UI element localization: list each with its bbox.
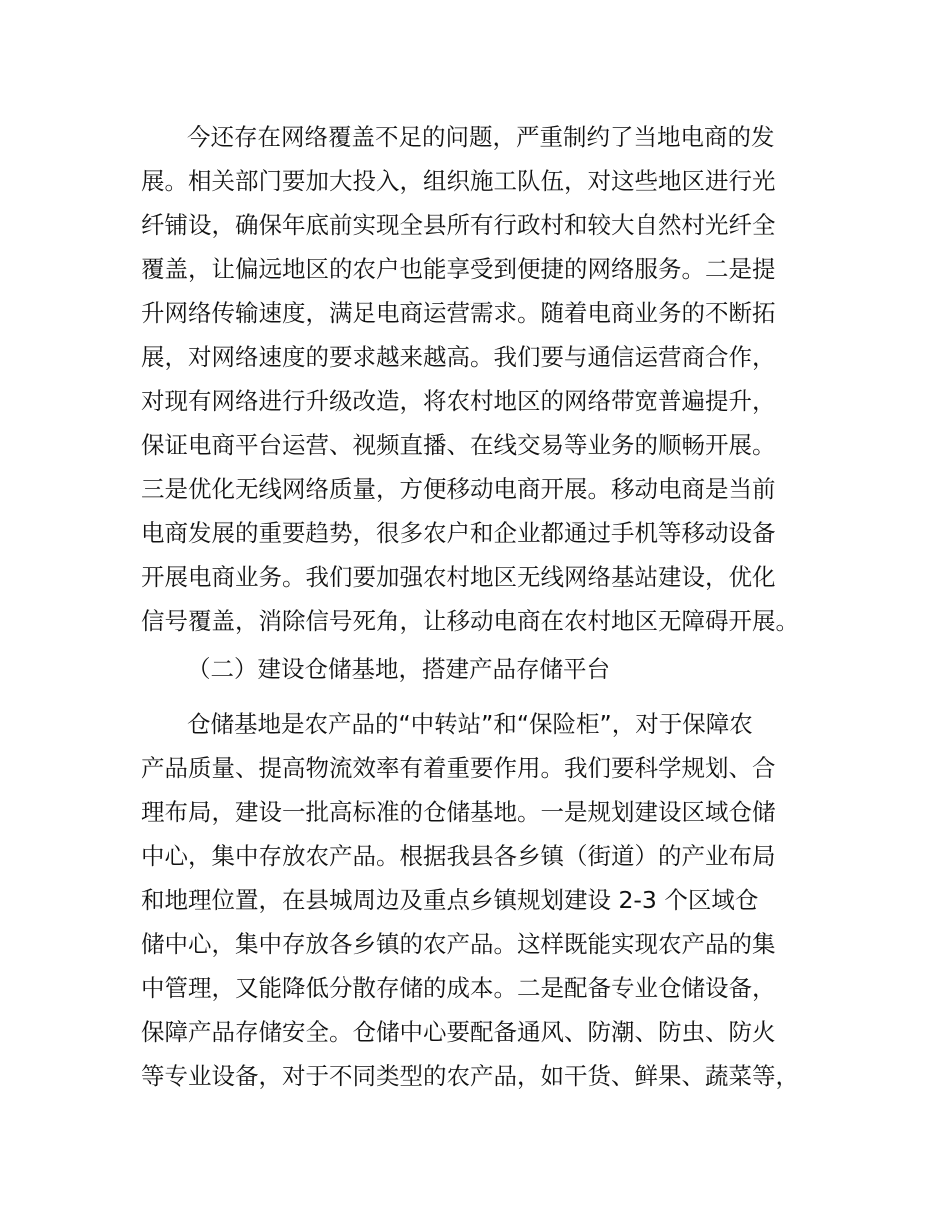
paragraph-1-line-10: 电商发展的重要趋势，很多农户和企业都通过手机等移动设备 (141, 519, 776, 547)
paragraph-1-line-11: 开展电商业务。我们要加强农村地区无线网络基站建设，优化 (141, 563, 776, 591)
paragraph-1-line-6: 展，对网络速度的要求越来越高。我们要与通信运营商合作， (141, 343, 776, 371)
paragraph-1-line-8: 保证电商平台运营、视频直播、在线交易等业务的顺畅开展。 (141, 431, 776, 459)
paragraph-1-line-2: 展。相关部门要加大投入，组织施工队伍，对这些地区进行光 (141, 167, 776, 195)
paragraph-2-line-3: 理布局，建设一批高标准的仓储基地。一是规划建设区域仓储 (141, 798, 776, 826)
paragraph-1-line-1: 今还存在网络覆盖不足的问题，严重制约了当地电商的发 (187, 123, 775, 151)
paragraph-1-line-12: 信号覆盖，消除信号死角，让移动电商在农村地区无障碍开展。 (141, 607, 799, 635)
paragraph-2-line-9: 等专业设备，对于不同类型的农产品，如干货、鲜果、蔬菜等， (141, 1062, 799, 1090)
paragraph-1-line-4: 覆盖，让偏远地区的农户也能享受到便捷的网络服务。二是提 (141, 255, 776, 283)
paragraph-1-line-3: 纤铺设，确保年底前实现全县所有行政村和较大自然村光纤全 (141, 211, 776, 239)
paragraph-1-line-7: 对现有网络进行升级改造，将农村地区的网络带宽普遍提升， (141, 387, 776, 415)
paragraph-2-line-1: 仓储基地是农产品的“中转站”和“保险柜”，对于保障农 (187, 710, 753, 738)
paragraph-1-line-9: 三是优化无线网络质量，方便移动电商开展。移动电商是当前 (141, 475, 776, 503)
paragraph-2-line-6: 储中心，集中存放各乡镇的农产品。这样既能实现农产品的集 (141, 930, 776, 958)
paragraph-2-line-7: 中管理，又能降低分散存储的成本。二是配备专业仓储设备， (141, 974, 776, 1002)
paragraph-1-line-5: 升网络传输速度，满足电商运营需求。随着电商业务的不断拓 (141, 299, 776, 327)
paragraph-2-line-5: 和地理位置，在县城周边及重点乡镇规划建设 2-3 个区域仓 (141, 886, 759, 914)
paragraph-2-line-8: 保障产品存储安全。仓储中心要配备通风、防潮、防虫、防火 (141, 1018, 776, 1046)
paragraph-2-line-2: 产品质量、提高物流效率有着重要作用。我们要科学规划、合 (141, 754, 776, 782)
paragraph-2-line-4: 中心，集中存放农产品。根据我县各乡镇（街道）的产业布局 (141, 842, 776, 870)
section-heading: （二）建设仓储基地，搭建产品存储平台 (187, 655, 610, 683)
